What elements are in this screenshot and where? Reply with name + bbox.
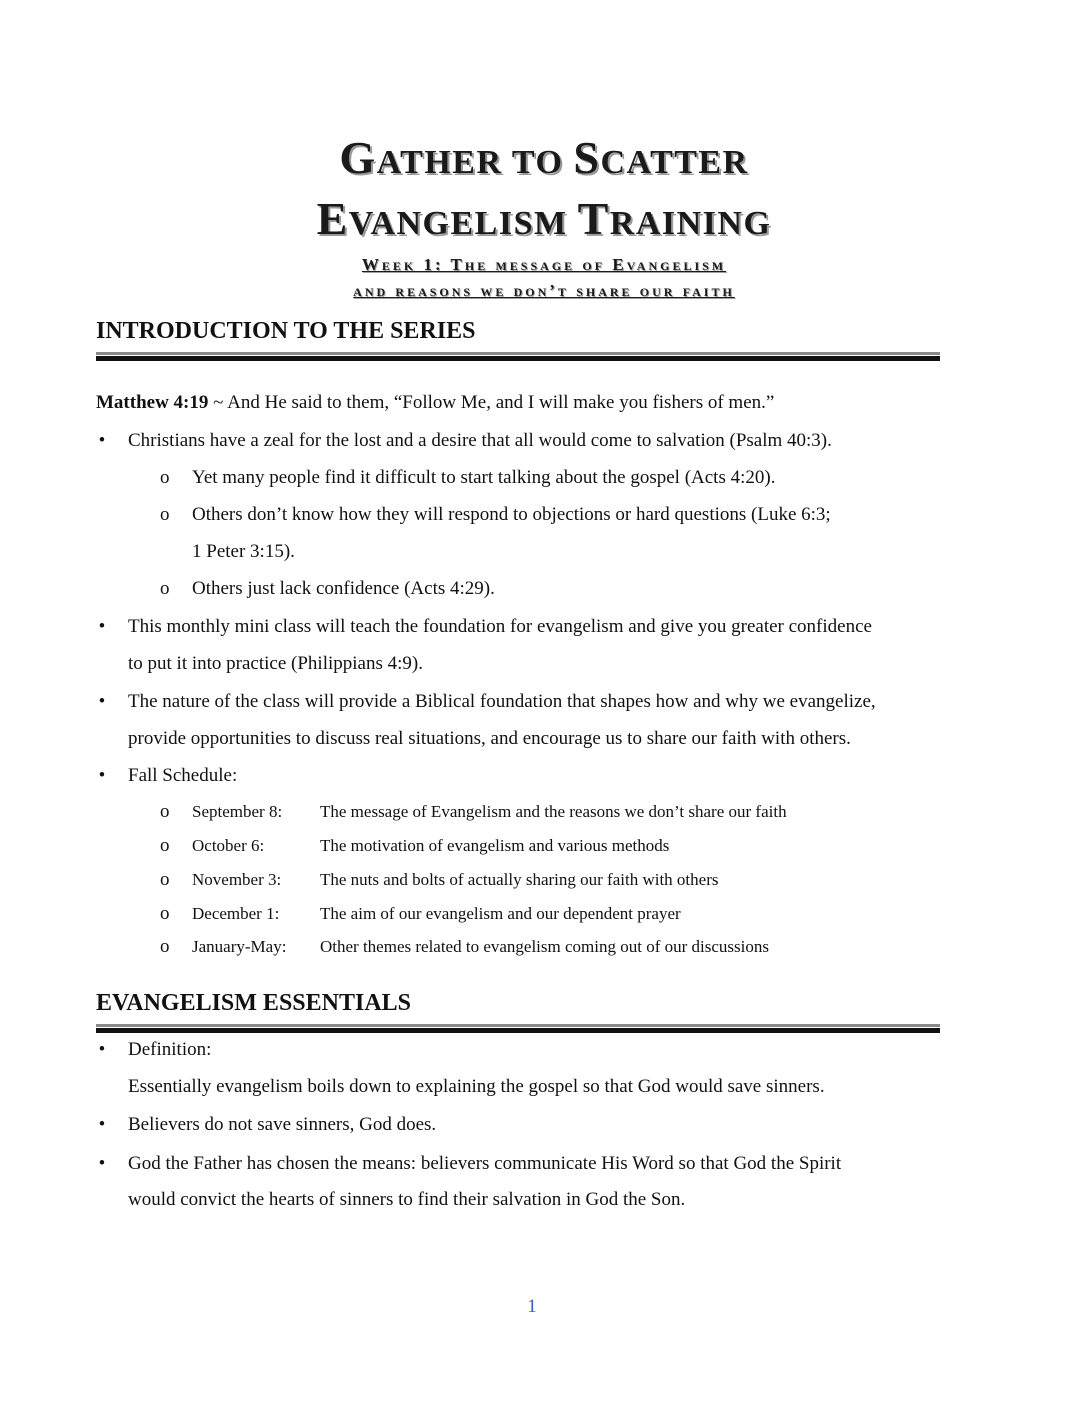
title-initial: G [339, 132, 377, 183]
sub-list-item-text: Others don’t know how they will respond to objections or hard questions (Luke 6:3; [192, 504, 831, 525]
list-item-text: Christians have a zeal for the lost and a desire that all would come to salvation (Psalm 40:3). [128, 430, 832, 451]
sub-bullet-marker: o [160, 504, 170, 525]
subtitle-line-1: Week 1: The message of Evangelism [361, 255, 727, 274]
sub-list-item-text: Yet many people find it difficult to start talking about the gospel (Acts 4:20). [192, 467, 776, 488]
bullet-marker: • [98, 691, 106, 712]
scripture-verse [96, 391, 774, 415]
schedule-date: December 1: [192, 904, 280, 923]
list-item-continuation: provide opportunities to discuss real situations, and encourage us to share our faith with others. [128, 728, 851, 749]
bullet-marker: • [98, 1153, 106, 1174]
subtitle-line-2: and reasons we don’t share our faith [353, 281, 735, 300]
sub-bullet-marker: o [160, 903, 170, 924]
sub-list-item-text: Others just lack confidence (Acts 4:29). [192, 578, 495, 599]
verse-text: ~ And He said to them, “Follow Me, and I will make you fishers of men.” [208, 392, 775, 413]
section-rule [96, 1024, 940, 1033]
sub-bullet-marker: o [160, 801, 170, 822]
list-item-text: The nature of the class will provide a Biblical foundation that shapes how and why we evangelize, [128, 691, 876, 712]
list-item-continuation: Essentially evangelism boils down to explaining the gospel so that God would save sinners. [128, 1076, 825, 1097]
title-line-1 [0, 130, 1088, 191]
page-number: 1 [527, 1296, 537, 1317]
verse-reference: Matthew 4:19 [96, 392, 209, 413]
schedule-topic: The message of Evangelism and the reasons we don’t share our faith [320, 802, 787, 821]
list-item-text: Believers do not save sinners, God does. [128, 1114, 437, 1135]
bullet-marker: • [98, 1114, 106, 1135]
title-block [0, 130, 1088, 304]
schedule-topic: The aim of our evangelism and our dependent prayer [320, 904, 681, 923]
sub-bullet-marker: o [160, 835, 170, 856]
schedule-topic: Other themes related to evangelism coming out of our discussions [320, 937, 769, 956]
schedule-date: September 8: [192, 802, 283, 821]
sub-bullet-marker: o [160, 936, 170, 957]
title-initial: T [577, 193, 610, 244]
schedule-topic: The motivation of evangelism and various methods [320, 836, 670, 855]
title-text: RAINING [609, 205, 772, 242]
schedule-date: November 3: [192, 870, 282, 889]
bullet-marker: • [98, 430, 106, 451]
list-item-text: Fall Schedule: [128, 765, 238, 786]
list-item-text: Definition: [128, 1039, 212, 1060]
list-item-continuation: would convict the hearts of sinners to find their salvation in God the Son. [128, 1189, 686, 1210]
list-item-text: God the Father has chosen the means: believers communicate His Word so that God the Spirit [128, 1153, 842, 1174]
title-text: ATHER TO [376, 144, 574, 181]
sub-list-item-continuation: 1 Peter 3:15). [192, 541, 295, 562]
section-heading-introduction: INTRODUCTION TO THE SERIES [96, 318, 476, 344]
schedule-topic: The nuts and bolts of actually sharing our faith with others [320, 870, 719, 889]
section-heading-essentials: EVANGELISM ESSENTIALS [96, 990, 412, 1016]
list-item-continuation: to put it into practice (Philippians 4:9). [128, 653, 423, 674]
bullet-marker: • [98, 765, 106, 786]
schedule-date: October 6: [192, 836, 265, 855]
title-initial: E [316, 193, 349, 244]
title-text: CATTER [600, 144, 749, 181]
schedule-date: January-May: [192, 937, 287, 956]
title-initial: S [573, 132, 601, 183]
sub-bullet-marker: o [160, 578, 170, 599]
sub-bullet-marker: o [160, 869, 170, 890]
sub-bullet-marker: o [160, 467, 170, 488]
title-line-2 [0, 191, 1088, 252]
list-item-text: This monthly mini class will teach the foundation for evangelism and give you greater confidence [128, 616, 872, 637]
bullet-marker: • [98, 1039, 106, 1060]
title-text: VANGELISM [348, 205, 578, 242]
bullet-marker: • [98, 616, 106, 637]
section-rule [96, 352, 940, 361]
